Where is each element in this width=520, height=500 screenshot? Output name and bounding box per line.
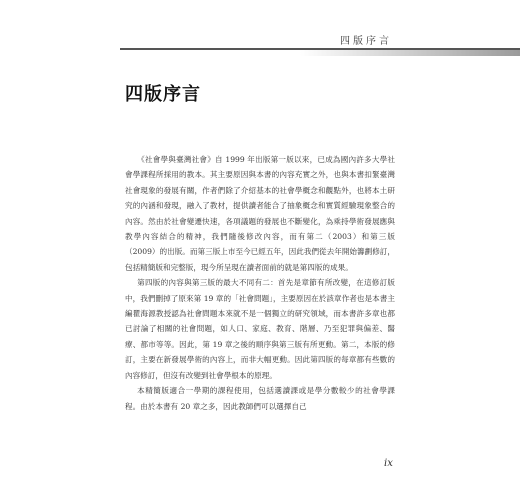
header-gradient-band xyxy=(300,50,520,56)
running-header xyxy=(0,26,520,56)
page-title: 四版序言 xyxy=(125,84,201,105)
body-text xyxy=(125,152,395,414)
paragraph-3: 本精簡版適合一學期的課程使用，包括選讀課或是學分數較少的社會學課程。由於本書有 20 章之多，因此教師們可以選擇自己 xyxy=(125,386,395,411)
paragraph-2: 第四版的內容與第三版的最大不同有二：首先是章節有所改變，在這修訂版中，我們刪掉了原來第 19 章的「社會問題」，主要原因在於該章作者也是本書主編瞿海源教授認為社會問題本來就不是一個獨立的研究領域，而本書許多章也都已討論了相關的社會問題，如人口、家庭、教育、階層、乃至犯罪與偏差、醫療、都市等等。因此，第 19 章之後的順序與第三版有所更動。第二，本版的修訂，主要在新發展學術的內容上，而非大幅更動。因此第四版的每章都有些數的內容修訂，但沒有改變到社會學根本的原理。 xyxy=(125,278,395,380)
paragraph-1: 《社會學與臺灣社會》自 1999 年出版第一版以來，已成為國內許多大學社會學課程所採用的教本。其主要原因與本書的內容充實之外，也與本書扣緊臺灣社會現象的發展有關，作者們除了介紹基本的社會學概念和觀點外，也將本土研究的內涵和發現，融入了教材，提供讀者能合了抽象概念和實質經驗現象整合的內容。然由於社會變遷快速，各項議題的發展也不斷變化，為乘持學術發展應與教學內容結合的精神，我們隨後修改內容，而有第二（2003）和第三版（2009）的出版。而第三版上市至今已經五年，因此我們從去年開始籌劃修訂，包括精簡版和完整版，現今所呈現在讀者面前的就是第四版的成果。 xyxy=(125,155,395,272)
page-number: ix xyxy=(384,458,393,469)
running-header-title: 四版序言 xyxy=(340,36,392,47)
